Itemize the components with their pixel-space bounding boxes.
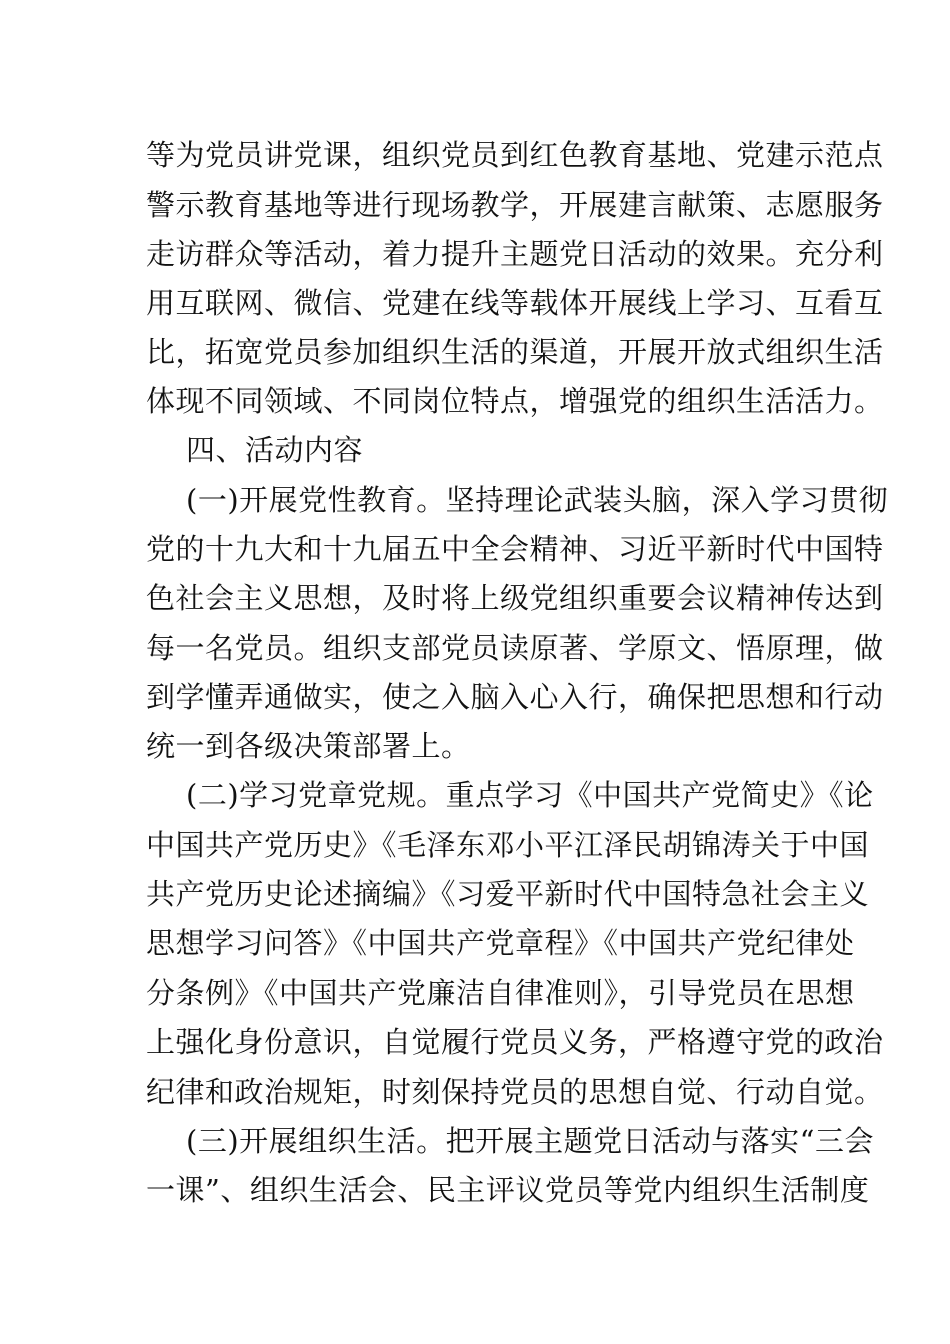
- text-line: 上强化身份意识，自觉履行党员义务，严格遵守党的政治: [146, 1025, 884, 1059]
- text-line: 党的十九大和十九届五中全会精神、习近平新时代中国特: [146, 532, 884, 566]
- text-line: 一课”、组织生活会、民主评议党员等党内组织生活制度: [146, 1173, 870, 1207]
- section-heading: 四、活动内容: [186, 433, 364, 467]
- text-line: 用互联网、微信、党建在线等载体开展线上学习、互看互: [146, 286, 884, 320]
- text-line: 到学懂弄通做实，使之入脑入心入行，确保把思想和行动: [146, 680, 884, 714]
- text-line: 比，拓宽党员参加组织生活的渠道，开展开放式组织生活: [146, 335, 884, 369]
- subsection-heading: (一)开展党性教育。坚持理论武装头脑，深入学习贯彻: [186, 483, 889, 517]
- text-line: 共产党历史论述摘编》《习爱平新时代中国特急社会主义: [146, 877, 870, 911]
- text-line: 每一名党员。组织支部党员读原著、学原文、悟原理，做: [146, 631, 884, 665]
- subsection-heading: (三)开展组织生活。把开展主题党日活动与落实“三会: [186, 1124, 874, 1158]
- text-line: 等为党员讲党课，组织党员到红色教育基地、党建示范点: [146, 138, 884, 172]
- text-line: 体现不同领域、不同岗位特点，增强党的组织生活活力。: [146, 384, 884, 418]
- text-line: 中国共产党历史》《毛泽东邓小平江泽民胡锦涛关于中国: [146, 828, 870, 862]
- text-line: 思想学习问答》《中国共产党章程》《中国共产党纪律处: [146, 926, 855, 960]
- text-line: 走访群众等活动，着力提升主题党日活动的效果。充分利: [146, 237, 884, 271]
- subsection-heading: (二)学习党章党规。重点学习《中国共产党简史》《论: [186, 778, 874, 812]
- text-line: 统一到各级决策部署上。: [146, 729, 471, 763]
- text-line: 纪律和政治规矩，时刻保持党员的思想自觉、行动自觉。: [146, 1075, 884, 1109]
- text-line: 警示教育基地等进行现场教学，开展建言献策、志愿服务: [146, 188, 884, 222]
- text-line: 色社会主义思想，及时将上级党组织重要会议精神传达到: [146, 581, 884, 615]
- text-line: 分条例》《中国共产党廉洁自律准则》，引导党员在思想: [146, 976, 855, 1010]
